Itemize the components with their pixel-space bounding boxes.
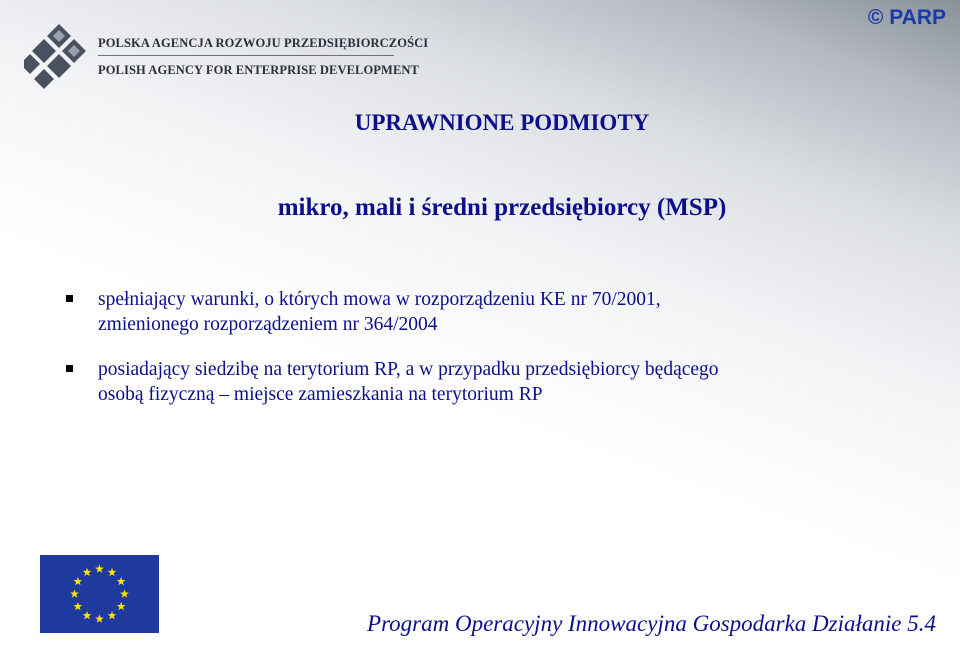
square-bullet-icon: [66, 295, 73, 302]
bullet-text-line: posiadający siedzibę na terytorium RP, a w przypadku przedsiębiorcy będącego: [98, 359, 719, 380]
slide-subtitle: mikro, mali i średni przedsiębiorcy (MSP): [277, 194, 727, 221]
bullet-text-line: zmienionego rozporządzeniem nr 364/2004: [98, 314, 438, 335]
parp-logo: [24, 22, 429, 94]
bullet-text-line: osobą fizyczną – miejsce zamieszkania na terytorium RP: [98, 384, 543, 405]
slide-title: UPRAWNIONE PODMIOTY: [354, 110, 650, 135]
logo-name-polish: POLSKA AGENCJA ROZWOJU PRZEDSIĘBIORCZOŚCI: [98, 36, 429, 50]
copyright-label: © PARP: [867, 6, 946, 29]
bullet-item: [64, 357, 944, 407]
square-bullet-icon: [66, 365, 73, 372]
footer-program-label: Program Operacyjny Innowacyjna Gospodarka Działanie 5.4: [367, 611, 936, 636]
bullet-list: [64, 287, 944, 427]
logo-name-english: POLISH AGENCY FOR ENTERPRISE DEVELOPMENT: [98, 63, 419, 77]
eu-flag-icon: [40, 555, 159, 633]
parp-diamond-logo-icon: [24, 22, 94, 94]
logo-divider: [98, 55, 394, 56]
bullet-item: [64, 287, 944, 337]
bullet-text-line: spełniający warunki, o których mowa w rozporządzeniu KE nr 70/2001,: [98, 289, 661, 310]
